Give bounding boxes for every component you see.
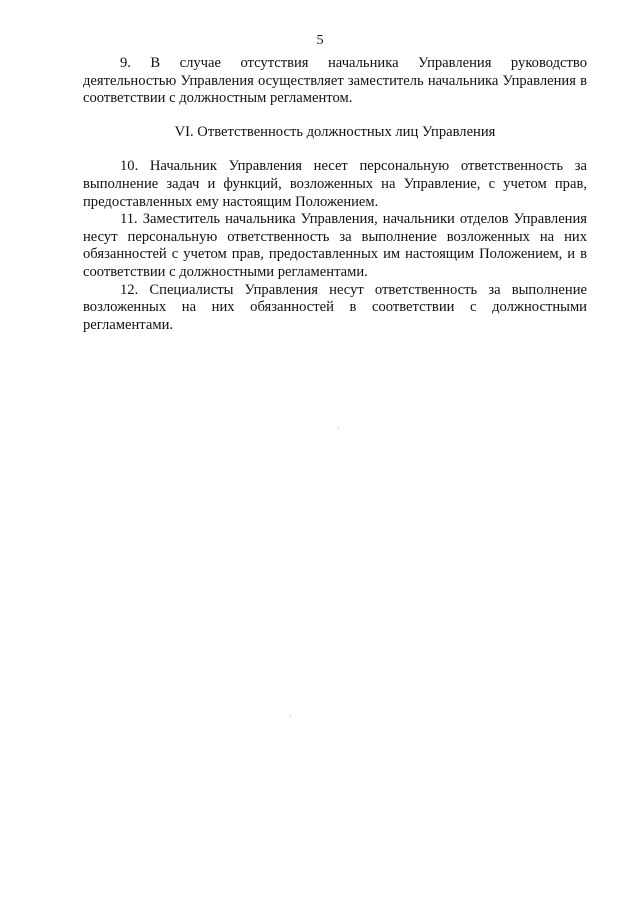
paragraph-9: 9. В случае отсутствия начальника Управления руководство деятельностью Управления осуществляет заместитель начальника Управления в соответствии с должностным регламентом. <box>83 55 587 107</box>
page-number: 5 <box>316 33 324 48</box>
section-heading: VI. Ответственность должностных лиц Управления <box>174 123 496 140</box>
scan-speck <box>338 428 339 429</box>
paragraph-10: 10. Начальник Управления несет персональную ответственность за выполнение задач и функций, возложенных на Управление, с учетом прав, предоставленных ему настоящим Положением. <box>83 158 587 210</box>
scan-speck <box>290 716 291 717</box>
paragraph-11: 11. Заместитель начальника Управления, начальники отделов Управления несут персональную ответственность за выполнение возложенных на них обязанностей с учетом прав, предоставленных им настоящим Положением, и в соответствии с должностными регламентами. <box>83 211 587 280</box>
paragraph-12: 12. Специалисты Управления несут ответственность за выполнение возложенных на них обязанностей в соответствии с должностными регламентами. <box>83 281 587 333</box>
document-body <box>83 55 587 334</box>
